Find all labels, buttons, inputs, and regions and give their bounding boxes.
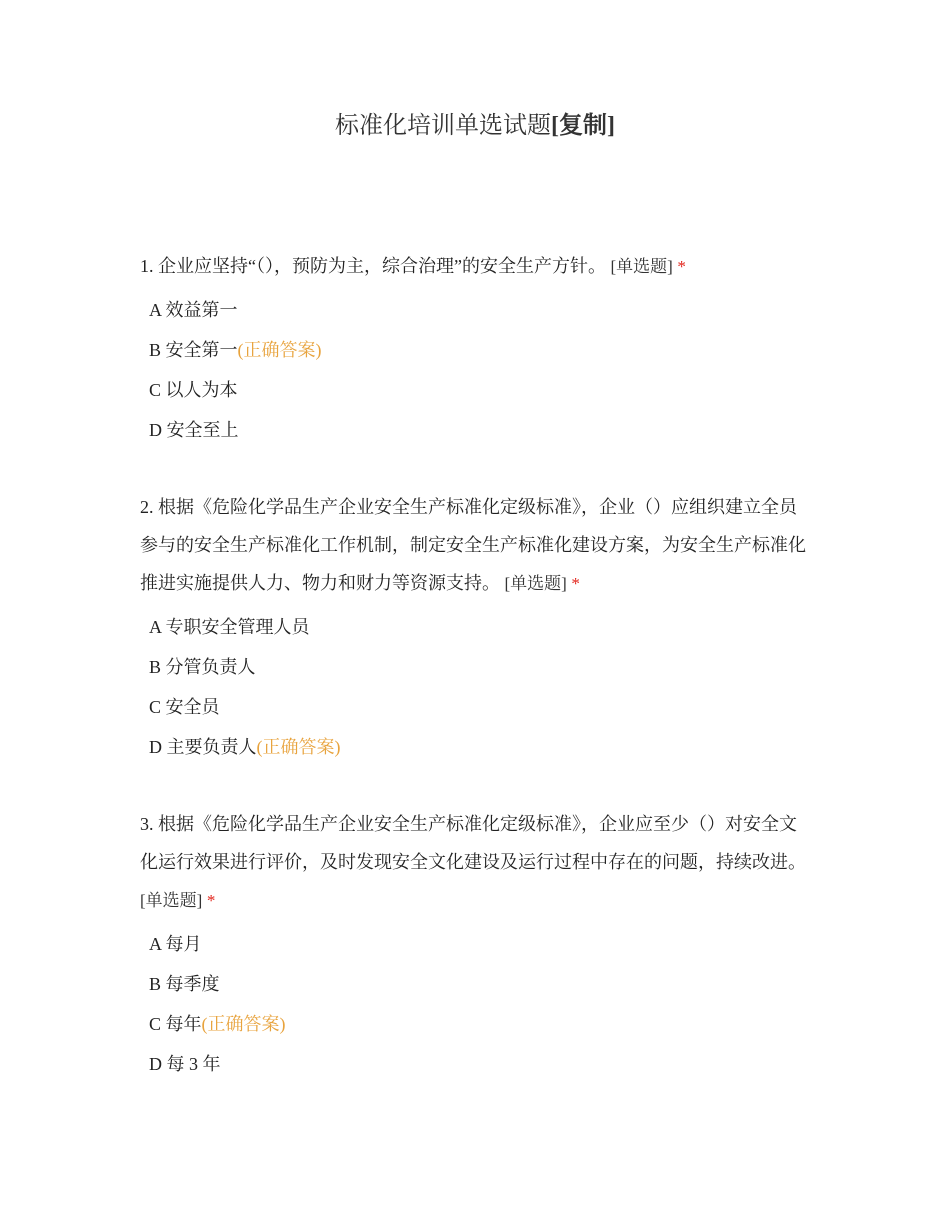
option-letter: A	[149, 300, 162, 320]
question-list	[140, 247, 812, 1122]
option-text: 安全员	[165, 697, 220, 717]
option-letter: B	[149, 340, 162, 360]
option-text: 每月	[165, 934, 202, 954]
question-body: 企业应坚持“（），预防为主，综合治理”的安全生产方针。	[158, 256, 606, 276]
option-a[interactable]	[140, 607, 812, 647]
required-mark: *	[677, 257, 686, 276]
question-text	[140, 247, 812, 286]
option-b[interactable]	[140, 647, 812, 687]
page-title-suffix: [复制]	[551, 113, 615, 139]
question-number: 2.	[140, 497, 154, 517]
option-text: 分管负责人	[165, 657, 256, 677]
option-c[interactable]	[140, 370, 812, 410]
option-list	[140, 607, 812, 767]
question-text	[140, 805, 812, 920]
option-letter: C	[149, 697, 162, 717]
correct-answer-label: (正确答案)	[201, 1014, 286, 1034]
question-body: 根据《危险化学品生产企业安全生产标准化定级标准》，企业应至少（）对安全文化运行效果进行评价，及时发现安全文化建设及运行过程中存在的问题，持续改进。	[140, 814, 806, 872]
option-c[interactable]	[140, 1004, 812, 1044]
option-d[interactable]	[140, 410, 812, 450]
question-number: 1.	[140, 256, 154, 276]
option-d[interactable]	[140, 1044, 812, 1084]
question-type-tag: [单选题]	[610, 257, 673, 276]
option-letter: C	[149, 380, 162, 400]
question-type-tag: [单选题]	[140, 891, 203, 910]
option-b[interactable]	[140, 964, 812, 1004]
option-text: 每 3 年	[166, 1054, 221, 1074]
page-title-main: 标准化培训单选试题	[335, 113, 551, 139]
option-letter: A	[149, 617, 162, 637]
option-text: 效益第一	[165, 300, 238, 320]
option-a[interactable]	[140, 290, 812, 330]
required-mark: *	[206, 891, 216, 910]
question-3	[140, 805, 812, 1084]
option-letter: A	[149, 934, 162, 954]
option-text: 每年	[165, 1014, 202, 1034]
option-d[interactable]	[140, 727, 812, 767]
question-text	[140, 488, 812, 603]
option-letter: D	[149, 737, 162, 757]
option-text: 安全至上	[166, 420, 239, 440]
option-text: 安全第一	[165, 340, 238, 360]
option-text: 专职安全管理人员	[165, 617, 310, 637]
option-letter: D	[149, 420, 162, 440]
page-title	[0, 110, 950, 142]
question-2	[140, 488, 812, 767]
question-number: 3.	[140, 814, 154, 834]
question-type-tag: [单选题]	[504, 574, 567, 593]
option-letter: D	[149, 1054, 162, 1074]
option-text: 每季度	[165, 974, 220, 994]
option-list	[140, 290, 812, 450]
option-b[interactable]	[140, 330, 812, 370]
option-letter: B	[149, 657, 162, 677]
option-text: 以人为本	[165, 380, 238, 400]
option-list	[140, 924, 812, 1084]
required-mark: *	[571, 574, 580, 593]
correct-answer-label: (正确答案)	[237, 340, 322, 360]
question-1	[140, 247, 812, 450]
option-letter: B	[149, 974, 162, 994]
option-c[interactable]	[140, 687, 812, 727]
option-a[interactable]	[140, 924, 812, 964]
correct-answer-label: (正确答案)	[256, 737, 341, 757]
option-letter: C	[149, 1014, 162, 1034]
option-text: 主要负责人	[166, 737, 257, 757]
question-body: 根据《危险化学品生产企业安全生产标准化定级标准》，企业（）应组织建立全员参与的安全生产标准化工作机制，制定安全生产标准化建设方案，为安全生产标准化推进实施提供人力、物力和财力等资源支持。	[140, 497, 806, 593]
